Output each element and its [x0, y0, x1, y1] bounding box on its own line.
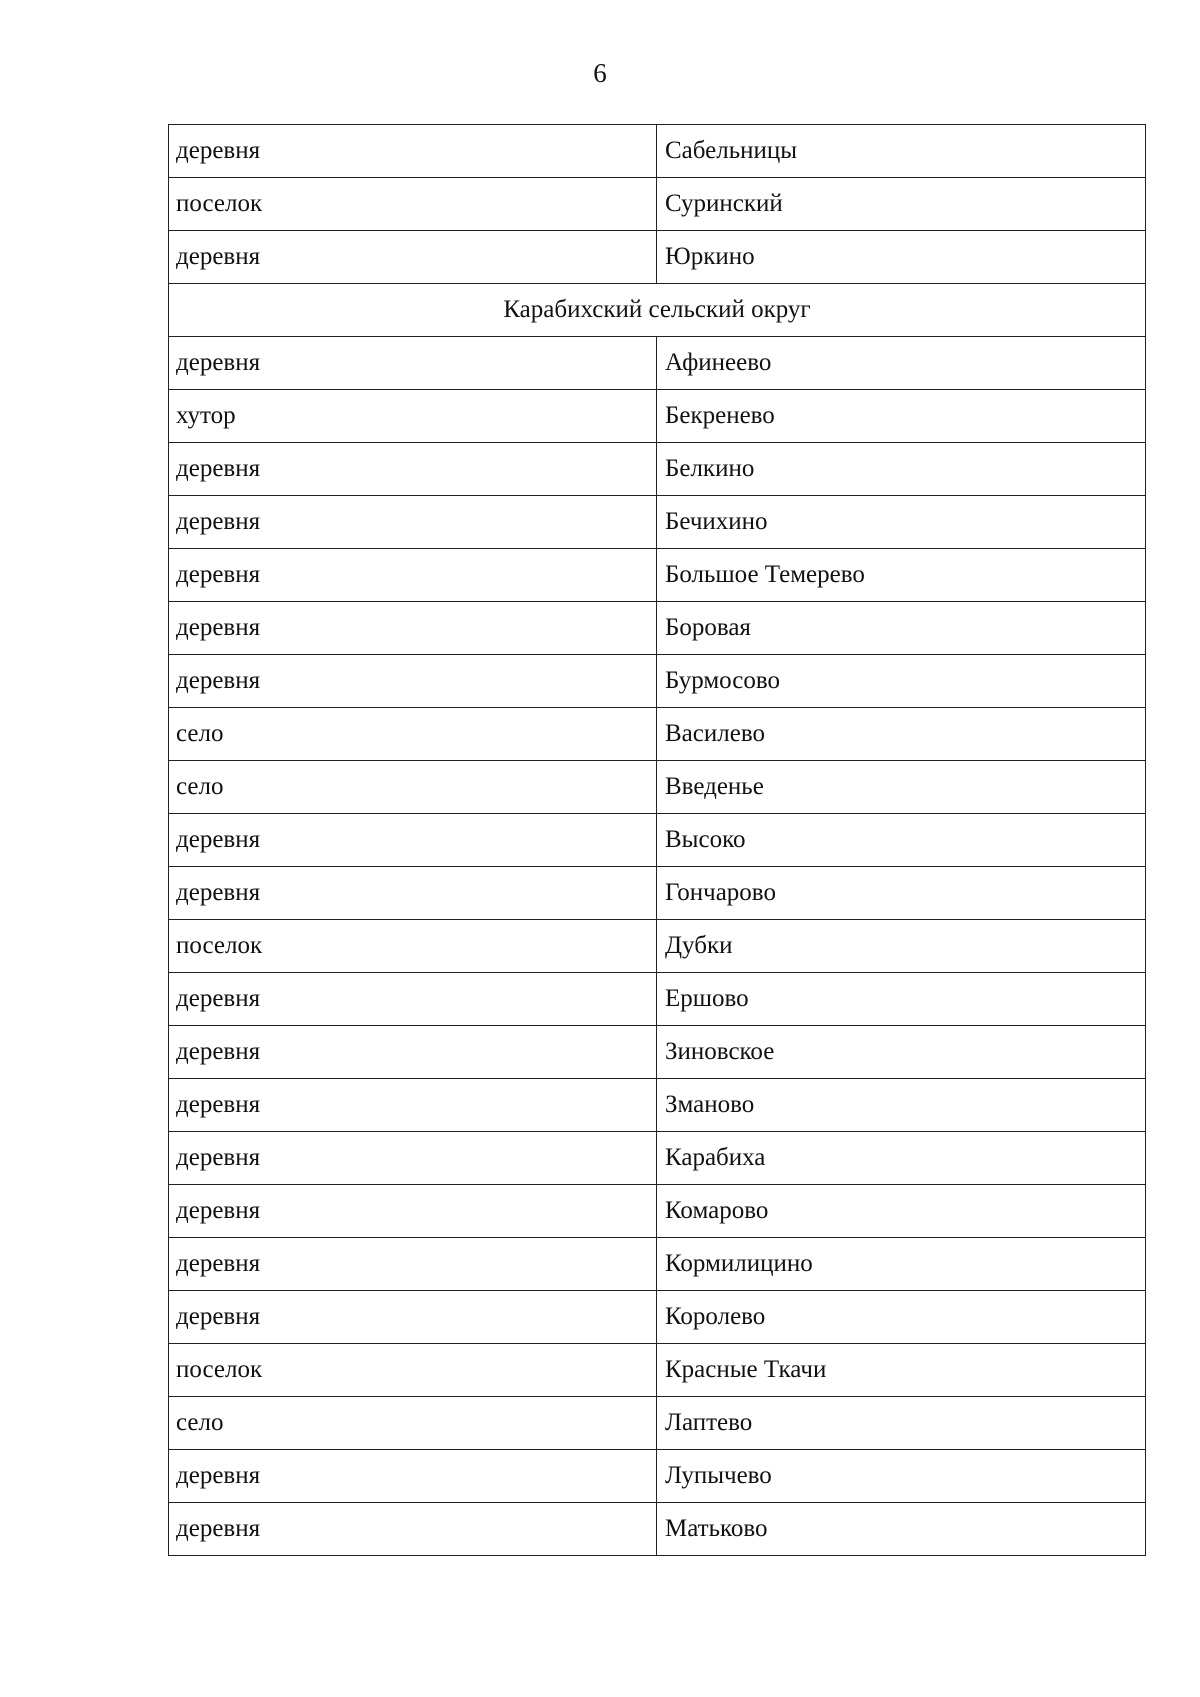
settlement-name-cell: Зиновское — [657, 1026, 1146, 1079]
table-row — [169, 231, 1146, 284]
settlement-name-cell: Бурмосово — [657, 655, 1146, 708]
settlement-name-cell: Большое Темерево — [657, 549, 1146, 602]
settlement-name-cell: Гончарово — [657, 867, 1146, 920]
table-row — [169, 1450, 1146, 1503]
settlement-name-cell: Кормилицино — [657, 1238, 1146, 1291]
settlement-name-cell: Матьково — [657, 1503, 1146, 1556]
settlement-name-cell: Введенье — [657, 761, 1146, 814]
settlement-type-cell: деревня — [169, 973, 657, 1026]
table-row — [169, 973, 1146, 1026]
settlement-type-cell: деревня — [169, 1238, 657, 1291]
table-row — [169, 1079, 1146, 1132]
settlement-name-cell: Лаптево — [657, 1397, 1146, 1450]
settlement-type-cell: деревня — [169, 337, 657, 390]
settlement-type-cell: деревня — [169, 867, 657, 920]
settlement-type-cell: село — [169, 708, 657, 761]
settlement-type-cell: деревня — [169, 655, 657, 708]
settlement-name-cell: Бечихино — [657, 496, 1146, 549]
table-row — [169, 390, 1146, 443]
settlement-name-cell: Карабиха — [657, 1132, 1146, 1185]
settlement-type-cell: деревня — [169, 1291, 657, 1344]
table-row — [169, 1026, 1146, 1079]
table-row — [169, 337, 1146, 390]
table-row — [169, 867, 1146, 920]
table-row — [169, 125, 1146, 178]
page-number: 6 — [593, 58, 607, 88]
table-row — [169, 1238, 1146, 1291]
settlement-type-cell: деревня — [169, 549, 657, 602]
section-header-row — [169, 284, 1146, 337]
table-row — [169, 549, 1146, 602]
settlement-type-cell: деревня — [169, 125, 657, 178]
settlement-name-cell: Суринский — [657, 178, 1146, 231]
section-title: Карабихский сельский округ — [169, 284, 1146, 337]
settlement-name-cell: Зманово — [657, 1079, 1146, 1132]
table-row — [169, 178, 1146, 231]
table-row — [169, 1344, 1146, 1397]
settlement-name-cell: Ершово — [657, 973, 1146, 1026]
settlement-name-cell: Комарово — [657, 1185, 1146, 1238]
settlement-name-cell: Белкино — [657, 443, 1146, 496]
settlement-type-cell: деревня — [169, 443, 657, 496]
table-row — [169, 443, 1146, 496]
settlement-name-cell: Лупычево — [657, 1450, 1146, 1503]
settlement-type-cell: деревня — [169, 1450, 657, 1503]
settlement-name-cell: Боровая — [657, 602, 1146, 655]
settlement-name-cell: Дубки — [657, 920, 1146, 973]
table-row — [169, 814, 1146, 867]
table-row — [169, 602, 1146, 655]
settlement-name-cell: Сабельницы — [657, 125, 1146, 178]
settlement-type-cell: деревня — [169, 1503, 657, 1556]
table-row — [169, 1397, 1146, 1450]
table-row — [169, 920, 1146, 973]
settlement-type-cell: поселок — [169, 1344, 657, 1397]
settlement-name-cell: Красные Ткачи — [657, 1344, 1146, 1397]
settlement-type-cell: деревня — [169, 602, 657, 655]
settlement-type-cell: деревня — [169, 1079, 657, 1132]
settlement-type-cell: деревня — [169, 1026, 657, 1079]
settlement-type-cell: деревня — [169, 1185, 657, 1238]
settlement-type-cell: деревня — [169, 1132, 657, 1185]
table-row — [169, 655, 1146, 708]
settlement-type-cell: поселок — [169, 920, 657, 973]
settlement-type-cell: деревня — [169, 496, 657, 549]
settlement-type-cell: село — [169, 761, 657, 814]
settlement-type-cell: хутор — [169, 390, 657, 443]
settlement-name-cell: Юркино — [657, 231, 1146, 284]
table-row — [169, 1132, 1146, 1185]
settlement-type-cell: поселок — [169, 178, 657, 231]
table-row — [169, 496, 1146, 549]
table-row — [169, 761, 1146, 814]
settlement-name-cell: Бекренево — [657, 390, 1146, 443]
table-row — [169, 1503, 1146, 1556]
settlement-name-cell: Королево — [657, 1291, 1146, 1344]
table-row — [169, 708, 1146, 761]
settlement-type-cell: село — [169, 1397, 657, 1450]
settlement-name-cell: Высоко — [657, 814, 1146, 867]
settlement-type-cell: деревня — [169, 231, 657, 284]
settlements-table — [168, 124, 1146, 1556]
settlements-table-body — [169, 125, 1146, 1556]
settlement-name-cell: Василево — [657, 708, 1146, 761]
settlement-type-cell: деревня — [169, 814, 657, 867]
settlement-name-cell: Афинеево — [657, 337, 1146, 390]
table-row — [169, 1291, 1146, 1344]
table-row — [169, 1185, 1146, 1238]
